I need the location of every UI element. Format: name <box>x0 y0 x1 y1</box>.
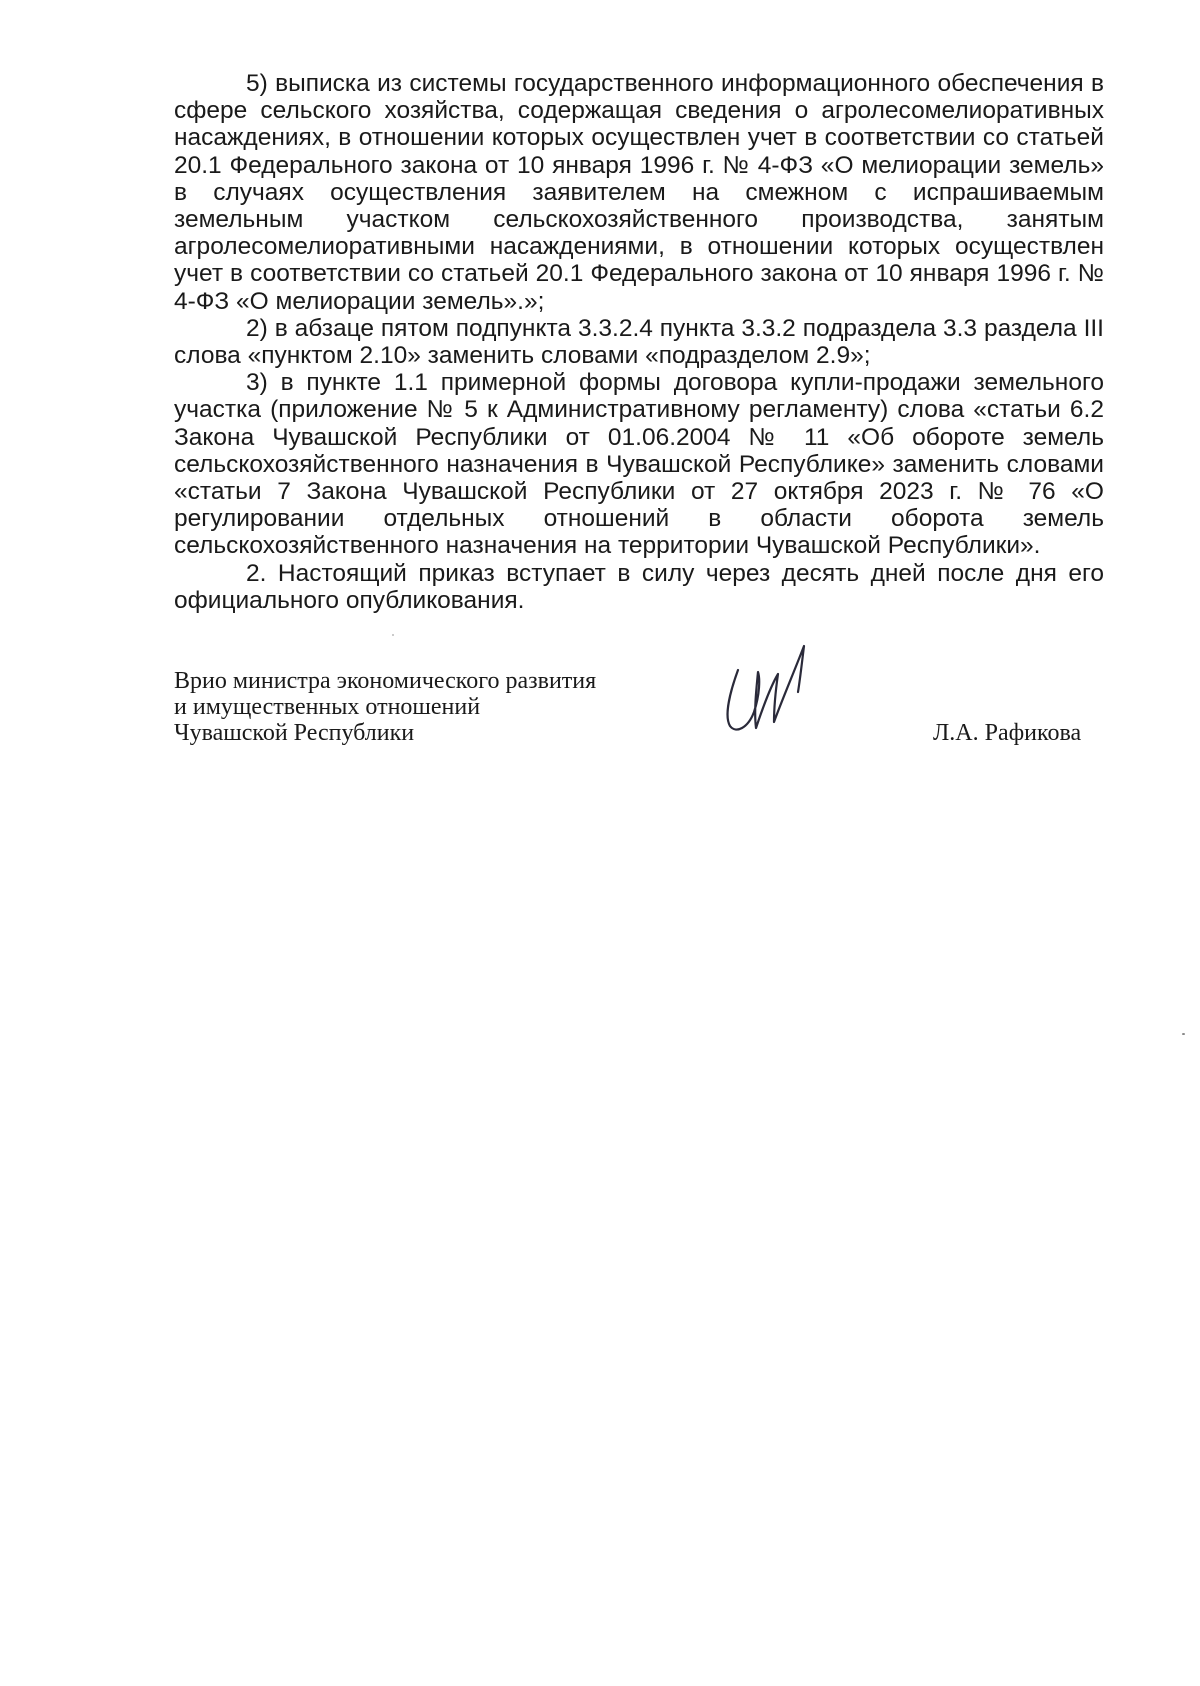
handwritten-signature <box>720 632 830 750</box>
paragraph-item-5: 5) выписка из системы государственного информационного обеспечения в сфере сельского хозяйства, содержащая сведения о агролесомелиоративных насаждениях, в отношении которых осуществлен учет в соответствии со статьей 20.1 Федерального закона от 10 января 1996 г. № 4-ФЗ «О мелиорации земель» в случаях осуществления заявителем на смежном с испрашиваемым земельным участком сельскохозяйственного производства, занятым агролесомелиоративными насаждениями, в отношении которых осуществлен учет в соответствии со статьей 20.1 Федерального закона от 10 января 1996 г. № 4-ФЗ «О мелиорации земель».»; <box>174 70 1104 315</box>
document-body <box>174 70 1104 614</box>
scan-speck <box>392 634 394 636</box>
paragraph-amendment-3: 3) в пункте 1.1 примерной формы договора купли-продажи земельного участка (приложение № 5 к Административному регламенту) слова «статьи 6.2 Закона Чувашской Республики от 01.06.2004 № 11 «Об обороте земель сельскохозяйственного назначения в Чувашской Республике» заменить словами «статьи 7 Закона Чувашской Республики от 27 октября 2023 г. № 76 «О регулировании отдельных отношений в области оборота земель сельскохозяйственного назначения на территории Чувашской Республики». <box>174 369 1104 560</box>
signatory-position-line: Чувашской Республики <box>174 720 415 746</box>
signatory-position-line: и имущественных отношений <box>174 694 481 720</box>
signatory-position-line: Врио министра экономического развития <box>174 668 597 694</box>
paragraph-amendment-2: 2) в абзаце пятом подпункта 3.3.2.4 пункта 3.3.2 подраздела 3.3 раздела III слова «пунктом 2.10» заменить словами «подразделом 2.9»; <box>174 314 1104 370</box>
scan-speck <box>1182 1033 1185 1035</box>
signatory-position <box>174 668 596 746</box>
paragraph-entry-into-force: 2. Настоящий приказ вступает в силу через десять дней после дня его официального опубликования. <box>174 559 1104 614</box>
signatory-name: Л.А. Рафикова <box>933 720 1082 746</box>
